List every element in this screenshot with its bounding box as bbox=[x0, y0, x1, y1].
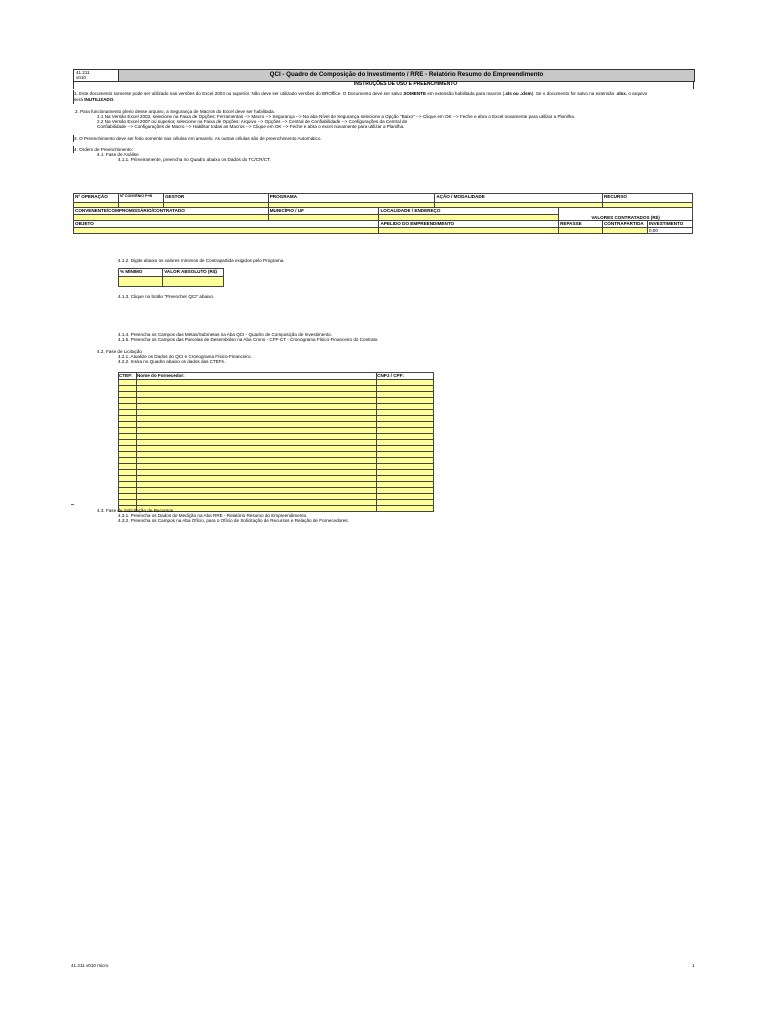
header-acao-modalidade: AÇÃO / MODALIDADE bbox=[435, 194, 603, 203]
header-ctef: CTEF: bbox=[119, 373, 137, 380]
header-convenente: CONVENENTE/COMPROMISSÁRIO/CONTRATADO bbox=[74, 208, 269, 215]
contrapartida-minima-table bbox=[118, 268, 224, 287]
instruction-2-2: 2.2 Na Versão Excel 2007 ou superior, selecione na Faixa de Opções: Arquivo --> Opções --> Central de Confiabilidade --> Configurações da Central de bbox=[97, 119, 408, 124]
step-4-3-1: 4.3.1. Preencha os Dados de Medição na Aba RRE - Relatório Resumo do Empreendimento. bbox=[118, 513, 308, 518]
instruction-4: 4. Ordem de Preenchimento: bbox=[74, 147, 133, 152]
left-margin-line bbox=[73, 81, 74, 89]
step-4-2: 4.2. Fase de Licitação bbox=[97, 349, 142, 354]
step-4-3: 4.3. Fase de Solicitação de Recursos bbox=[97, 508, 174, 513]
margin-line-1 bbox=[73, 90, 74, 104]
header-municipio: MUNICÍPIO / UF bbox=[268, 208, 379, 215]
contract-data-table bbox=[73, 193, 693, 234]
document-subtitle: INSTRUÇÕES DE USO E PREENCHIMENTO bbox=[353, 81, 458, 87]
ctef-table bbox=[118, 372, 434, 512]
footer-page-number: 1 bbox=[692, 963, 695, 968]
header-gestor: GESTOR bbox=[163, 194, 268, 203]
header-investimento: INVESTIMENTO bbox=[647, 221, 692, 228]
header-contrapartida: CONTRAPARTIDA bbox=[602, 221, 647, 228]
header-fornecedor: Nome do Fornecedor: bbox=[136, 373, 376, 380]
header-cnpj-cpf: CNPJ / CPF: bbox=[377, 373, 434, 380]
header-objeto: OBJETO bbox=[74, 221, 379, 228]
objeto-field[interactable] bbox=[74, 228, 379, 234]
cnpj-cpf-cell[interactable] bbox=[377, 506, 434, 512]
percentual-minimo-field[interactable] bbox=[119, 277, 163, 287]
step-4-2-1: 4.2.1. Atualize os Dados do QCI e Cronograma Físico-Financeiro. bbox=[118, 354, 252, 359]
margin-line-4 bbox=[73, 146, 74, 153]
header-valor-absoluto: VALOR ABSOLUTO (R$) bbox=[163, 269, 224, 277]
margin-line-3 bbox=[73, 135, 74, 142]
document-version: v010 bbox=[76, 75, 86, 80]
header-recurso: RECURSO bbox=[602, 194, 692, 203]
header-repasse: REPASSE bbox=[559, 221, 603, 228]
header-percentual-minimo: % MÍNIMO bbox=[119, 269, 163, 277]
step-4-1-4: 4.1.4. Preencha os Campos das Metas/Submetas na Aba QCI - Quadro de Composição de Investimento. bbox=[118, 332, 332, 337]
header-apelido: APELIDO DO EMPREENDIMENTO bbox=[379, 221, 559, 228]
instruction-2: 2. Para funcionamento pleno desse arquivo, a Segurança de Macros do Excel deve ser habilitada. bbox=[75, 109, 275, 114]
valor-absoluto-field[interactable] bbox=[163, 277, 224, 287]
contrapartida-field[interactable] bbox=[602, 228, 647, 234]
footer-document-code: 41.211 v010 micro bbox=[71, 963, 109, 968]
header-localidade: LOCALIDADE / ENDEREÇO bbox=[379, 208, 559, 215]
step-4-1-5: 4.1.5. Preencha os Campos das Parcelas de Desembolso na Aba Crono - CFF-CT - Cronograma Físico-Financeiro do Contrato. bbox=[118, 337, 379, 342]
document-title: QCI - Quadro de Composição do Investimento / RRE - Relatório Resumo do Empreendimento bbox=[269, 71, 544, 78]
ctef-rows bbox=[119, 380, 434, 512]
instruction-2-1: 2.1 Na Versão Excel 2003, selecione na Faixa de Opções: Ferramentas --> Macro --> Segurança --> Na aba Nível de Segurança selecione a Opção "Baixo" --> Clique em OK --> Feche e abra o Excel novamente para utilizar a Planilha. bbox=[97, 114, 576, 119]
step-4-1: 4.1. Fase de Análise bbox=[97, 152, 139, 157]
instruction-1-cont: será INUTILIZADO. bbox=[74, 97, 115, 102]
step-4-1-1: 4.1.1. Primeiramente, preencha no Quadro abaixo os Dados do TC/CR/CT: bbox=[118, 157, 271, 162]
header-operacao: Nº OPERAÇÃO bbox=[74, 194, 119, 203]
header-programa: PROGRAMA bbox=[268, 194, 435, 203]
step-4-3-2: 4.3.2. Preencha os Campos na Aba Ofício, para o Ofício de Solicitação de Recursos e Relação de Fornecedores. bbox=[118, 518, 349, 523]
apelido-field[interactable] bbox=[379, 228, 559, 234]
instruction-3: 3. O Preenchimento deve ser feito somente nas células em amarelo. As outras células são de preenchimento Automático. bbox=[74, 136, 322, 141]
instruction-1: 1. Este documento somente pode ser utilizado nas versões do Excel 2003 ou superior. Não deve ser utilizado versões do BROffice. O Documento deve ser salvo SOMENTE em extensão habilitada para macros (.xls ou .xlsm). Se o documento for salvo na extensão .xlsx, o arquivo bbox=[74, 91, 648, 96]
step-4-1-2: 4.1.2. Digite abaixo os valores mínimos de Contrapartida exigidos pelo Programa. bbox=[118, 258, 285, 263]
document-subtitle-bar bbox=[118, 81, 693, 87]
page-mark bbox=[71, 504, 74, 505]
right-margin-line bbox=[693, 81, 694, 89]
step-4-2-2: 4.2.2. Insira no Quadro abaixo os dados das CTEFs. bbox=[118, 359, 226, 364]
document-code-box bbox=[73, 69, 119, 82]
header-valores-contratados: VALORES CONTRATADOS (R$) bbox=[559, 208, 693, 221]
instruction-2-2-cont: Confiabilidade --> Configurações de Macro --> Habilitar todas as Macros --> Clique em OK --> Feche e abra o excel novamente para utilizar a Planilha. bbox=[97, 124, 405, 129]
repasse-field[interactable] bbox=[559, 228, 603, 234]
step-4-1-3: 4.1.3. Clique no botão "Preencher QCI" abaixo. bbox=[118, 294, 215, 299]
investimento-value: 0,00 bbox=[647, 228, 692, 234]
document-code: 41.211 bbox=[76, 70, 90, 75]
header-convenio: Nº CONVÊNIO P+B bbox=[118, 194, 163, 203]
